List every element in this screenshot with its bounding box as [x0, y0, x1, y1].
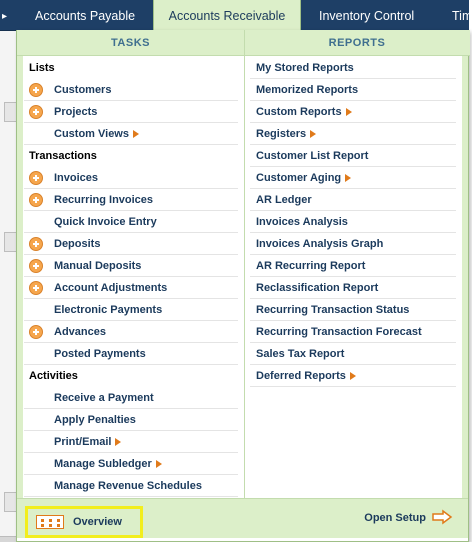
report-label[interactable]: Customer List Report	[256, 150, 369, 162]
task-label[interactable]: Recurring Invoices	[54, 194, 154, 206]
report-label[interactable]: Recurring Transaction Forecast	[256, 326, 422, 338]
task-account-adjustments[interactable]	[24, 277, 238, 299]
plus-circle-icon[interactable]	[29, 281, 43, 295]
tasks-header: TASKS	[17, 30, 244, 56]
report-recurring-transaction-status[interactable]	[250, 299, 456, 321]
task-label[interactable]: Manage Revenue Schedules	[54, 480, 202, 492]
task-label[interactable]: Account Adjustments	[54, 282, 168, 294]
submenu-arrow-icon	[345, 174, 351, 182]
report-customer-list[interactable]	[250, 145, 456, 167]
task-receive-payment[interactable]	[24, 387, 238, 409]
deferred-reports-text[interactable]: Deferred Reports	[256, 370, 346, 382]
task-advances[interactable]	[24, 321, 238, 343]
task-label[interactable]: Posted Payments	[54, 348, 146, 360]
task-label[interactable]	[54, 431, 121, 453]
task-posted-payments[interactable]	[24, 343, 238, 365]
report-label[interactable]: My Stored Reports	[256, 62, 354, 74]
custom-views-text[interactable]: Custom Views	[54, 128, 129, 140]
open-setup-arrow-icon[interactable]	[432, 510, 452, 524]
open-setup-link[interactable]: Open Setup	[364, 512, 426, 524]
task-quick-invoice-entry[interactable]	[24, 211, 238, 233]
nav-left-edge	[0, 0, 10, 31]
submenu-arrow-icon	[115, 438, 121, 446]
report-recurring-transaction-forecast[interactable]	[250, 321, 456, 343]
report-registers[interactable]	[250, 123, 456, 145]
report-customer-aging[interactable]	[250, 167, 456, 189]
tab-inventory-control[interactable]: Inventory Control	[319, 9, 415, 23]
top-navigation-bar	[0, 0, 472, 31]
reports-list	[250, 57, 456, 387]
report-deferred-reports[interactable]	[250, 365, 456, 387]
task-label[interactable]: Manual Deposits	[54, 260, 142, 272]
task-label[interactable]: Invoices	[54, 172, 99, 184]
tab-accounts-receivable[interactable]: Accounts Receivable	[153, 0, 301, 32]
task-label[interactable]	[54, 453, 162, 475]
section-lists: Lists	[29, 62, 55, 74]
report-sales-tax[interactable]	[250, 343, 456, 365]
task-print-email[interactable]	[24, 431, 238, 453]
tasks-list	[24, 57, 238, 497]
report-reclassification[interactable]	[250, 277, 456, 299]
overview-label[interactable]: Overview	[73, 516, 122, 528]
task-label[interactable]: Electronic Payments	[54, 304, 163, 316]
task-label[interactable]: Quick Invoice Entry	[54, 216, 157, 228]
manage-subledger-text[interactable]: Manage Subledger	[54, 458, 152, 470]
report-label[interactable]: Sales Tax Report	[256, 348, 345, 360]
nav-left-arrow-icon: ▸	[2, 11, 8, 22]
submenu-arrow-icon	[310, 130, 316, 138]
report-custom-reports[interactable]	[250, 101, 456, 123]
task-label[interactable]	[54, 123, 139, 145]
registers-text[interactable]: Registers	[256, 128, 307, 140]
report-my-stored-reports[interactable]	[250, 57, 456, 79]
task-projects[interactable]	[24, 101, 238, 123]
column-divider	[244, 30, 245, 498]
custom-reports-text[interactable]: Custom Reports	[256, 106, 342, 118]
task-label[interactable]: Advances	[54, 326, 106, 338]
task-label[interactable]: Deposits	[54, 238, 101, 250]
submenu-arrow-icon	[350, 372, 356, 380]
submenu-arrow-icon	[133, 130, 139, 138]
task-invoices[interactable]	[24, 167, 238, 189]
submenu-arrow-icon	[156, 460, 162, 468]
report-label[interactable]: AR Recurring Report	[256, 260, 366, 272]
task-apply-penalties[interactable]	[24, 409, 238, 431]
tab-time[interactable]: Tim	[452, 9, 472, 23]
report-label[interactable]: Invoices Analysis Graph	[256, 238, 384, 250]
customer-aging-text[interactable]: Customer Aging	[256, 172, 342, 184]
section-transactions: Transactions	[29, 150, 97, 162]
report-label[interactable]: AR Ledger	[256, 194, 312, 206]
plus-circle-icon[interactable]	[29, 105, 43, 119]
report-ar-recurring[interactable]	[250, 255, 456, 277]
plus-circle-icon[interactable]	[29, 325, 43, 339]
right-stripe	[462, 56, 468, 498]
report-ar-ledger[interactable]	[250, 189, 456, 211]
plus-circle-icon[interactable]	[29, 193, 43, 207]
plus-circle-icon[interactable]	[29, 259, 43, 273]
task-electronic-payments[interactable]	[24, 299, 238, 321]
task-deposits[interactable]	[24, 233, 238, 255]
task-label[interactable]: Apply Penalties	[54, 414, 136, 426]
plus-circle-icon[interactable]	[29, 83, 43, 97]
report-label[interactable]	[256, 365, 356, 387]
plus-circle-icon[interactable]	[29, 171, 43, 185]
print-email-text[interactable]: Print/Email	[54, 436, 112, 448]
task-recurring-invoices[interactable]	[24, 189, 238, 211]
task-customers[interactable]	[24, 79, 238, 101]
task-label[interactable]: Customers	[54, 84, 112, 96]
task-label[interactable]: Projects	[54, 106, 98, 118]
dropdown-footer	[17, 498, 468, 538]
report-label[interactable]	[256, 123, 316, 145]
report-memorized-reports[interactable]	[250, 79, 456, 101]
report-label[interactable]: Recurring Transaction Status	[256, 304, 410, 316]
submenu-arrow-icon	[346, 108, 352, 116]
report-label[interactable]: Reclassification Report	[256, 282, 379, 294]
plus-circle-icon[interactable]	[29, 237, 43, 251]
task-manage-subledger[interactable]	[24, 453, 238, 475]
report-invoices-analysis-graph[interactable]	[250, 233, 456, 255]
task-custom-views[interactable]	[24, 123, 238, 145]
task-label[interactable]: Receive a Payment	[54, 392, 154, 404]
section-activities: Activities	[29, 370, 78, 382]
report-invoices-analysis[interactable]	[250, 211, 456, 233]
task-manual-deposits[interactable]	[24, 255, 238, 277]
reports-header: REPORTS	[244, 30, 470, 56]
accounts-receivable-dropdown	[16, 30, 469, 542]
task-manage-revenue-schedules[interactable]	[24, 475, 238, 497]
overview-grid-icon[interactable]	[36, 515, 64, 529]
report-label[interactable]	[256, 101, 352, 123]
report-label[interactable]: Invoices Analysis	[256, 216, 348, 228]
left-stripe	[17, 56, 23, 498]
report-label[interactable]	[256, 167, 351, 189]
tab-accounts-payable[interactable]: Accounts Payable	[35, 9, 136, 23]
overview-button[interactable]	[25, 506, 143, 538]
report-label[interactable]: Memorized Reports	[256, 84, 359, 96]
